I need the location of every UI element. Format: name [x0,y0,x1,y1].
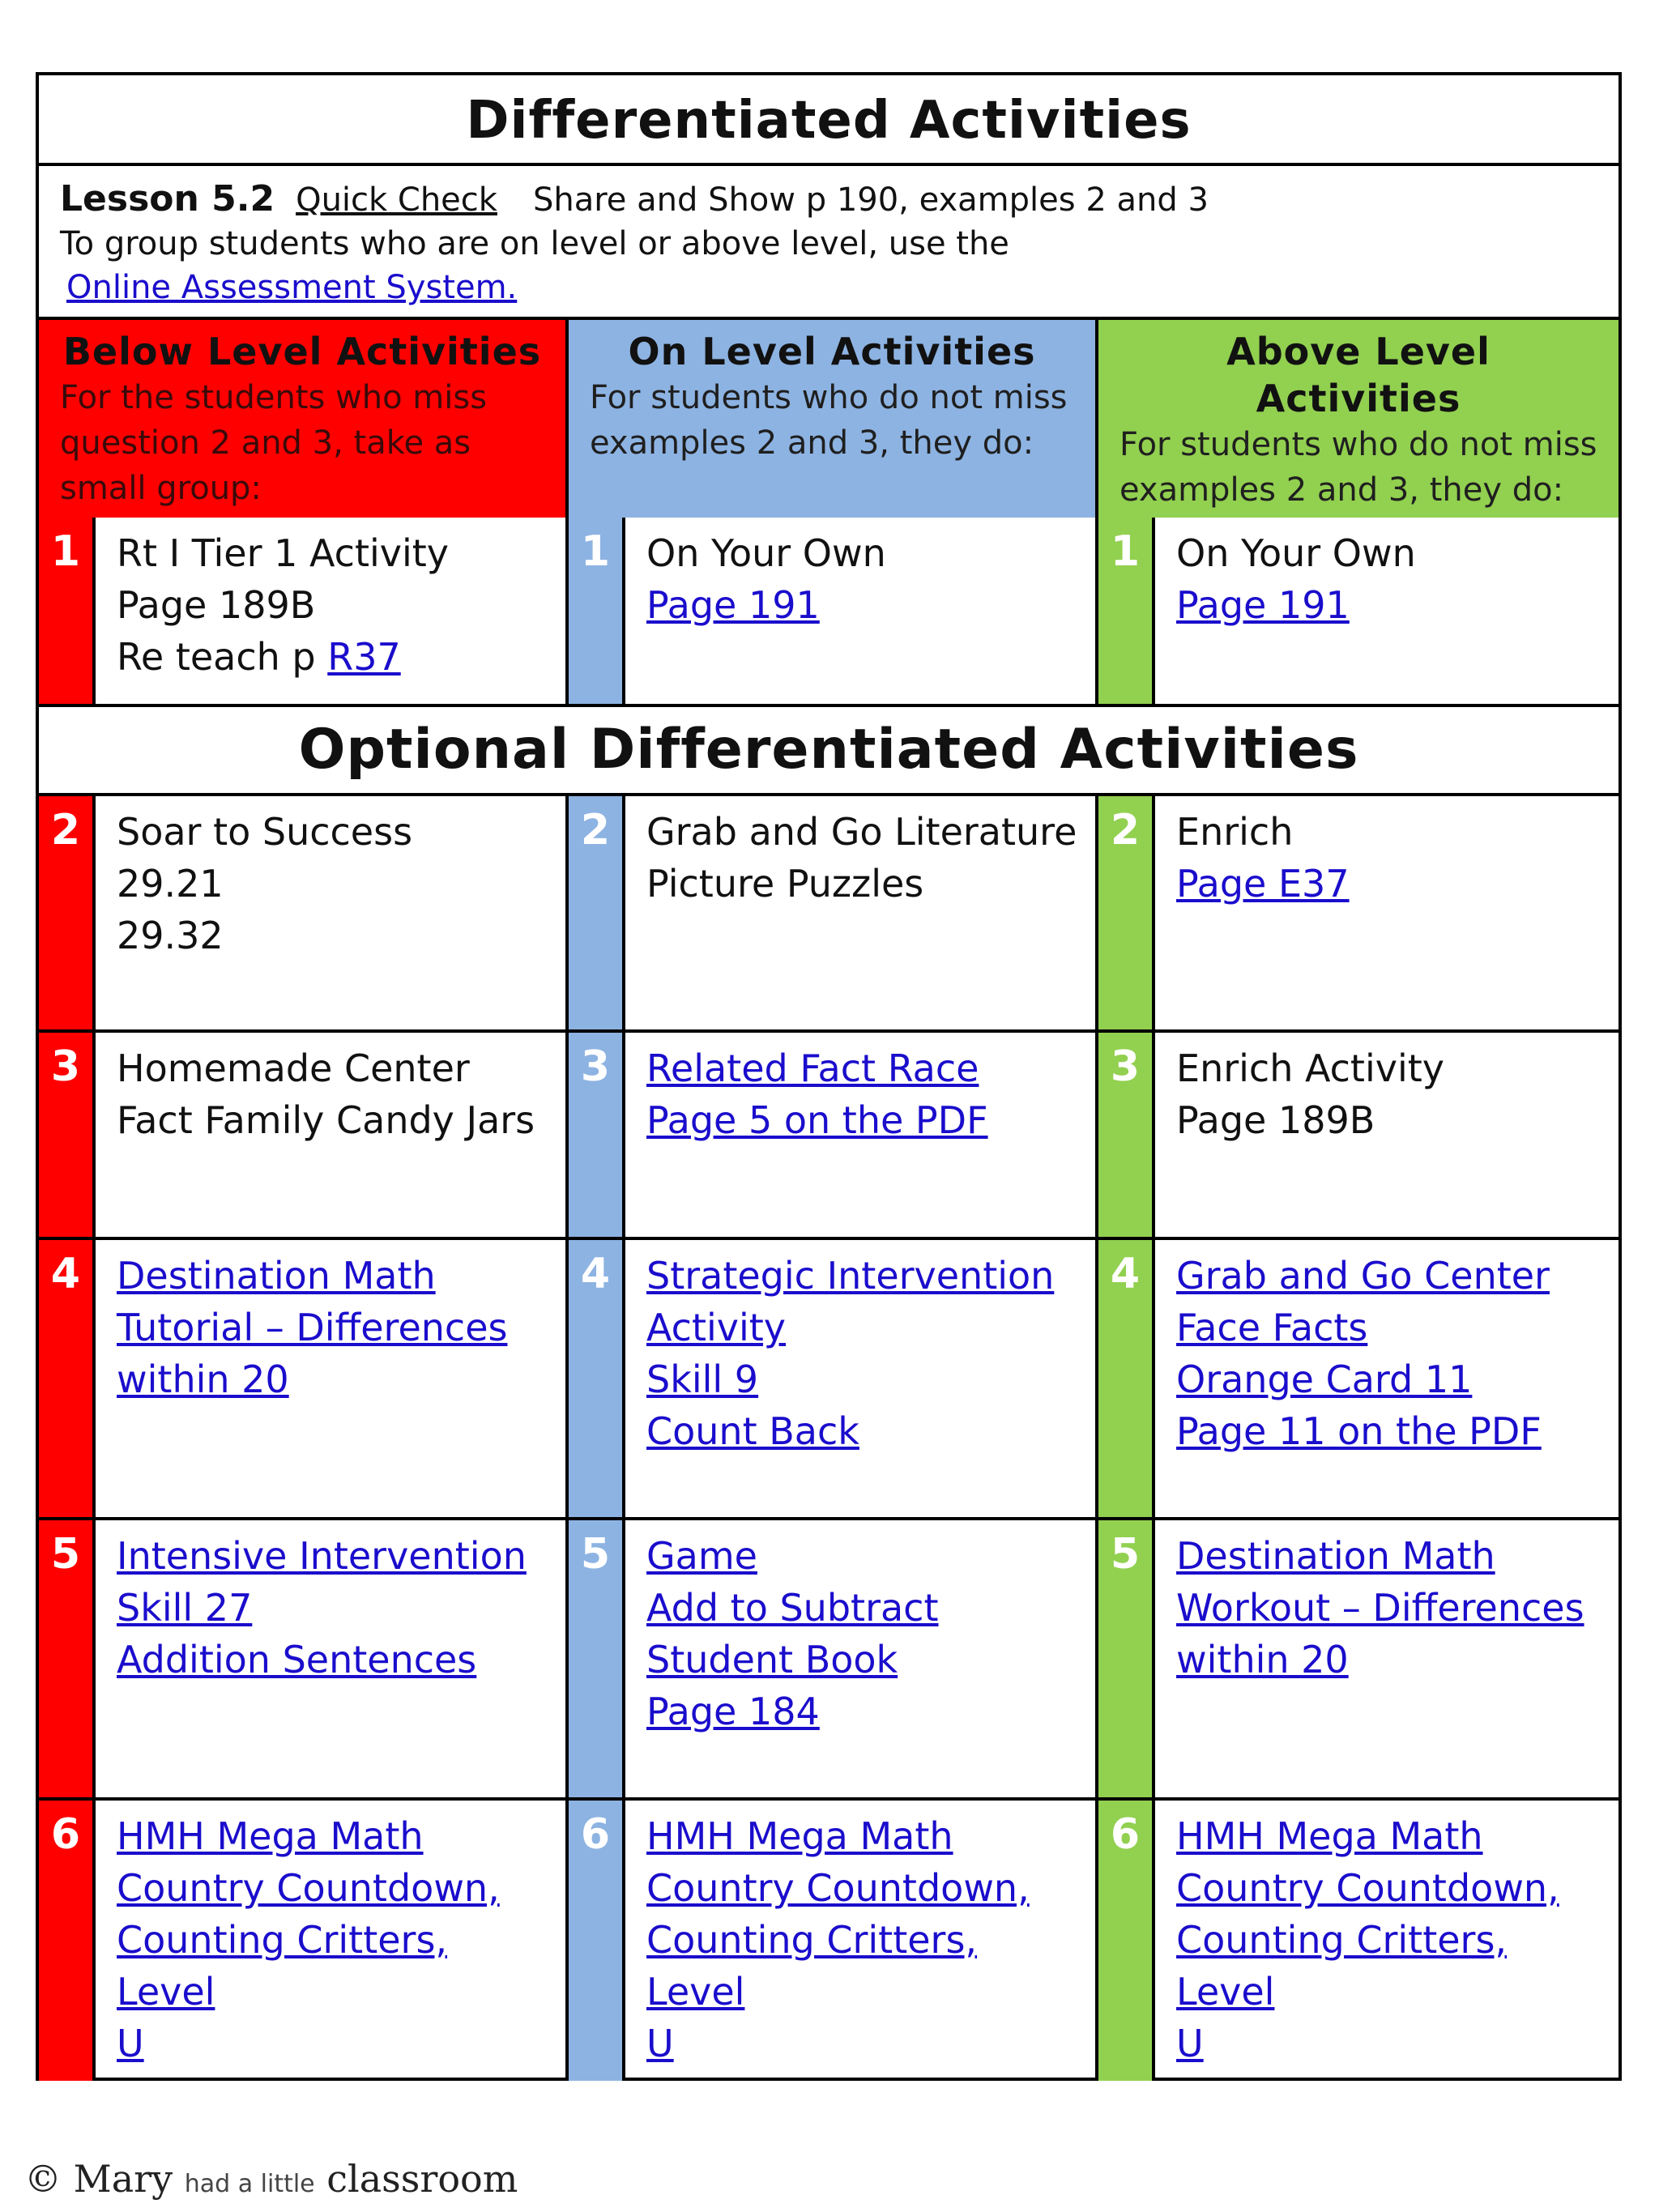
activity-text: 29.32 [117,914,224,957]
strip-divider [1152,1801,1155,2081]
strip-divider [92,1033,96,1237]
activity-line [117,858,556,910]
intro-section [39,166,1618,320]
strip-divider [622,1240,625,1517]
activity-line [1176,579,1609,631]
below-level-title: Below Level Activities [62,330,542,373]
activity-link[interactable]: Orange Card 11 [1176,1357,1473,1401]
activity-line [117,910,556,961]
activity-text: Page 189B [117,583,316,627]
activity-line [646,1405,1085,1457]
column-divider [565,518,569,704]
above-level-activity-cell [1098,1240,1618,1517]
activity-link[interactable]: Addition Sentences [117,1638,477,1681]
activity-number: 5 [50,1530,81,1579]
activity-link[interactable]: within 20 [1176,1638,1349,1681]
above-level-activity-cell [1098,796,1618,1029]
activity-number: 4 [580,1250,611,1298]
activity-line [646,1914,1085,2018]
on-level-activity-cell [569,796,1095,1029]
activity-link[interactable]: Add to Subtract [646,1586,939,1630]
activity-line [1176,1530,1609,1582]
activity-number: 4 [50,1250,81,1298]
share-show-text: Share and Show p 190, examples 2 and 3 [532,181,1209,219]
activity-row [39,1033,1618,1240]
column-divider [1095,796,1098,1029]
activity-link[interactable]: Country Countdown, [646,1866,1030,1910]
above-level-activity-cell [1098,1520,1618,1797]
activity-number: 5 [580,1530,611,1579]
activity-link[interactable]: Workout – Differences [1176,1586,1584,1630]
strip-divider [92,796,96,1029]
activity-line [1176,1353,1609,1405]
optional-title: Optional Differentiated Activities [298,718,1359,782]
activity-link[interactable]: Page 191 [646,583,820,627]
activity-text: Re teach p [117,635,328,679]
on-level-activity-cell [569,518,1095,704]
activity-line [646,1810,1085,1862]
activity-text: Fact Family Candy Jars [117,1098,535,1142]
activity-line [117,1810,556,1862]
on-level-title: On Level Activities [628,330,1036,373]
strip-divider [1152,1520,1155,1797]
activity-line [1176,1862,1609,1914]
activity-content [1176,1042,1609,1146]
strip-divider [622,518,625,704]
activity-content [117,1810,556,2069]
activity-number: 4 [1110,1250,1141,1298]
intro-line-1 [60,177,1597,222]
column-divider [565,796,569,1029]
activity-number: 2 [580,806,611,855]
activity-line [117,1250,556,1302]
level-headers [39,320,1618,518]
activity-content [646,1810,1085,2069]
activity-line [117,1094,556,1146]
activity-link[interactable]: Counting Critters, Level [1176,1918,1508,2014]
activity-link[interactable]: Country Countdown, [117,1866,500,1910]
above-level-desc: For students who do not miss examples 2 and 3, they do: [1120,426,1597,509]
activity-link[interactable]: Student Book [646,1638,898,1681]
activity-line [646,1250,1085,1302]
activity-link[interactable]: Page 191 [1176,583,1350,627]
online-assessment-link[interactable]: Online Assessment System. [66,269,518,306]
column-divider [1095,1801,1098,2081]
activity-number: 6 [580,1810,611,1859]
activity-text: On Your Own [1176,531,1416,575]
activity-line [117,527,556,579]
activity-line [117,1582,556,1634]
column-divider [1095,518,1098,704]
activity-link[interactable]: Page 11 on the PDF [1176,1409,1542,1453]
strip-divider [622,1520,625,1797]
activity-link[interactable]: U [1176,2022,1204,2065]
activity-number: 3 [1110,1042,1141,1091]
activity-line [646,1302,1085,1353]
strip-divider [92,1520,96,1797]
below-level-activity-cell [39,518,565,704]
activity-line [117,1530,556,1582]
strip-divider [622,1033,625,1237]
below-level-activity-cell [39,1240,565,1517]
on-level-activity-cell [569,1033,1095,1237]
activity-link[interactable]: Intensive Intervention [117,1534,527,1578]
activity-link[interactable]: Skill 27 [117,1586,253,1630]
activity-line [117,1302,556,1353]
activity-line [646,527,1085,579]
activity-text: 29.21 [117,862,224,906]
above-level-header [1098,320,1618,518]
below-level-activity-cell [39,796,565,1029]
activity-content [117,1530,556,1686]
activity-line [646,1094,1085,1146]
activity-content [117,806,556,961]
activity-line [646,1686,1085,1737]
activity-content [1176,806,1609,910]
column-divider [565,1520,569,1797]
activity-line [1176,527,1609,579]
activity-text: Enrich [1176,810,1294,854]
activity-number: 6 [50,1810,81,1859]
activity-link[interactable]: Counting Critters, Level [646,1918,978,2014]
activity-line [646,806,1085,858]
activity-line [117,2018,556,2069]
strip-divider [1152,518,1155,704]
activity-line [1176,1042,1609,1094]
activity-line [1176,1810,1609,1862]
column-divider [1095,1033,1098,1237]
header-divider [1095,320,1098,514]
activity-link[interactable]: Country Countdown, [1176,1866,1559,1910]
activity-text: Picture Puzzles [646,862,924,906]
activity-number: 3 [50,1042,81,1091]
activity-number: 1 [580,527,611,576]
strip-divider [622,796,625,1029]
activity-link[interactable]: Skill 9 [646,1357,759,1401]
activity-row [39,1240,1618,1520]
strip-divider [92,1801,96,2081]
activity-link[interactable]: HMH Mega Math [1176,1814,1483,1858]
activity-link[interactable]: Page 184 [646,1690,820,1733]
above-level-activity-cell [1098,518,1618,704]
activity-line [646,1582,1085,1634]
below-level-header [39,320,565,518]
column-divider [565,1240,569,1517]
strip-divider [622,1801,625,2081]
on-level-activity-cell [569,1240,1095,1517]
activity-content [117,1042,556,1146]
below-level-activity-cell [39,1033,565,1237]
activity-content [117,527,556,683]
below-level-activity-cell [39,1520,565,1797]
activity-line [646,1042,1085,1094]
above-level-activity-cell [1098,1801,1618,2081]
activity-line [117,806,556,858]
activity-link[interactable]: Counting Critters, Level [117,1918,448,2014]
activity-link[interactable]: U [117,2022,144,2065]
strip-divider [1152,1033,1155,1237]
activity-content [1176,1530,1609,1686]
activity-link[interactable]: Tutorial – Differences [117,1306,508,1349]
activity-text: On Your Own [646,531,886,575]
activity-number: 1 [50,527,81,576]
activity-number: 3 [580,1042,611,1091]
copyright-text: © Mary [24,2157,173,2201]
activity-line [646,858,1085,910]
activity-line [1176,1405,1609,1457]
activity-number: 5 [1110,1530,1141,1579]
activity-link[interactable]: Face Facts [1176,1306,1368,1349]
activity-line [646,579,1085,631]
activity-line [1176,806,1609,858]
lesson-label: Lesson 5.2 [60,178,275,219]
activity-line [646,1353,1085,1405]
activity-content [646,1250,1085,1457]
activity-line [117,1914,556,2018]
above-level-activity-cell [1098,1033,1618,1237]
copyright-small-text: had a little [184,2170,315,2198]
activity-text: Page 189B [1176,1098,1375,1142]
activity-link[interactable]: HMH Mega Math [117,1814,424,1858]
copyright-end-text: classroom [326,2157,518,2201]
activity-link[interactable]: Related Fact Race [646,1046,979,1090]
activity-row [39,1801,1618,2081]
activity-link[interactable]: Activity [646,1306,787,1349]
activity-link[interactable]: Count Back [646,1409,859,1453]
activity-line [646,1634,1085,1686]
activity-content [646,806,1085,910]
below-level-activity-cell [39,1801,565,2081]
activity-line [117,631,556,683]
activity-text: Enrich Activity [1176,1046,1445,1090]
activity-text: Rt I Tier 1 Activity [117,531,450,575]
column-divider [1095,1240,1098,1517]
activity-line [1176,1914,1609,2018]
strip-divider [92,518,96,704]
activity-link[interactable]: Grab and Go Center [1176,1254,1550,1298]
activity-content [646,1042,1085,1146]
activity-line [117,1634,556,1686]
activity-content [1176,1250,1609,1457]
activity-line [117,1042,556,1094]
activity-link[interactable]: Destination Math [1176,1534,1495,1578]
activity-number: 2 [50,806,81,855]
activity-text: Homemade Center [117,1046,470,1090]
strip-divider [1152,1240,1155,1517]
activity-row [39,796,1618,1033]
column-divider [1095,1520,1098,1797]
activity-line [1176,1582,1609,1634]
activity-link[interactable]: Game [646,1534,757,1578]
below-level-desc: For the students who miss question 2 and 3, take as small group: [60,379,488,507]
activity-line [1176,1094,1609,1146]
activity-number: 1 [1110,527,1141,576]
activity-line [1176,1250,1609,1302]
activity-row [39,1520,1618,1801]
column-divider [565,1033,569,1237]
activity-content [1176,527,1609,631]
strip-divider [1152,796,1155,1029]
activity-link[interactable]: Page E37 [1176,862,1350,906]
title-row [39,75,1618,166]
activities-sheet [36,72,1622,2081]
activity-line [646,1862,1085,1914]
activity-row [39,518,1618,707]
group-text: To group students who are on level or above level, use the [60,225,1009,262]
activity-text: Soar to Success [117,810,413,854]
activity-content [1176,1810,1609,2069]
activity-line [117,1862,556,1914]
footer-copyright [24,2154,518,2209]
activity-line [117,579,556,631]
on-level-header [569,320,1095,518]
activity-link[interactable]: HMH Mega Math [646,1814,953,1858]
activity-number: 2 [1110,806,1141,855]
optional-title-row [39,707,1618,796]
activity-link[interactable]: within 20 [117,1357,289,1401]
activity-content [646,527,1085,631]
above-level-title: Above Level Activities [1226,330,1491,420]
column-divider [565,1801,569,2081]
activity-link[interactable]: Strategic Intervention [646,1254,1055,1298]
activity-line [646,1530,1085,1582]
activity-line [117,1353,556,1405]
activity-line [1176,858,1609,910]
activity-line [646,2018,1085,2069]
strip-divider [92,1240,96,1517]
on-level-desc: For students who do not miss examples 2 and 3, they do: [590,379,1068,462]
page-title: Differentiated Activities [466,91,1192,151]
quick-check-label: Quick Check [296,181,497,219]
header-divider [565,320,569,514]
activity-link[interactable]: Destination Math [117,1254,436,1298]
activity-content [117,1250,556,1405]
activity-link[interactable]: U [646,2022,674,2065]
activity-link[interactable]: R37 [327,635,401,679]
activity-line [1176,1302,1609,1353]
activity-line [1176,2018,1609,2069]
activity-content [646,1530,1085,1737]
activity-line [1176,1634,1609,1686]
on-level-activity-cell [569,1520,1095,1797]
activity-link[interactable]: Page 5 on the PDF [646,1098,988,1142]
on-level-activity-cell [569,1801,1095,2081]
activity-number: 6 [1110,1810,1141,1859]
activity-text: Grab and Go Literature [646,810,1077,854]
